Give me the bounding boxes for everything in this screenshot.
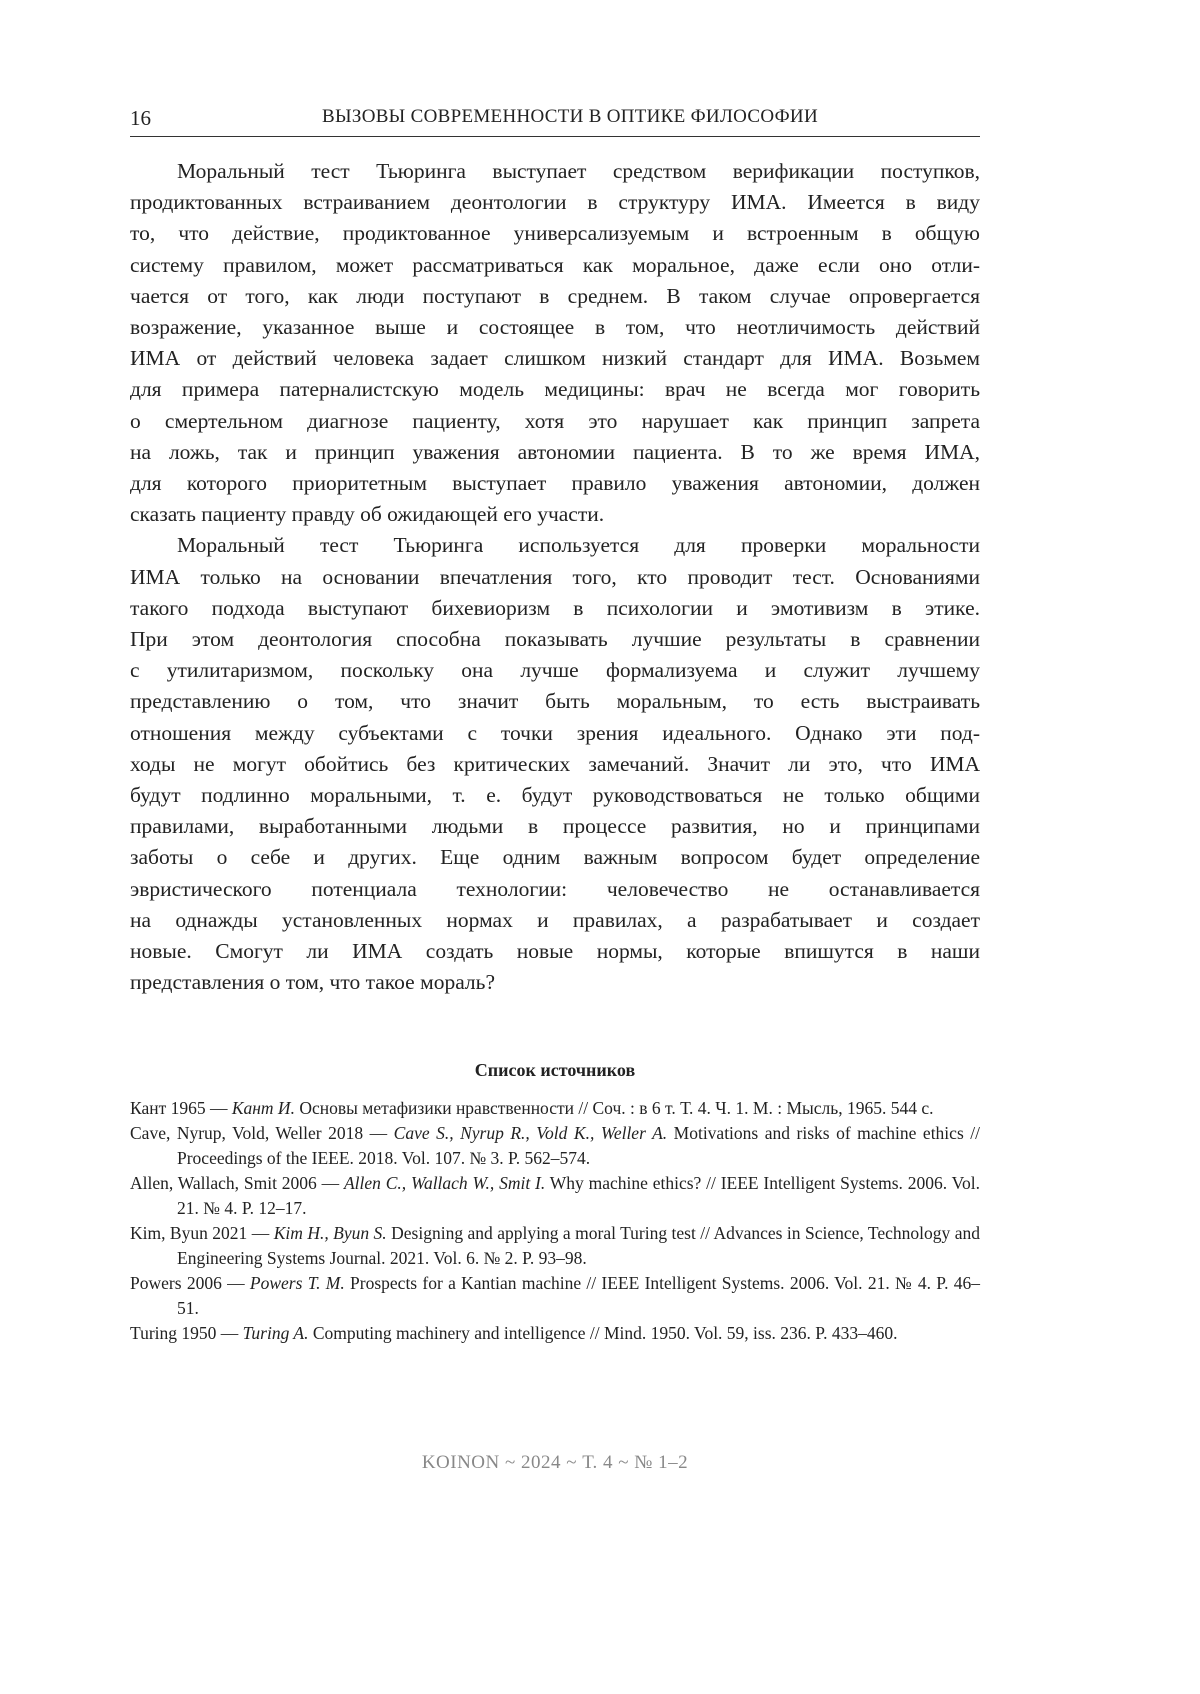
reference-item [130,1121,980,1171]
reference-key: Кант 1965 — [130,1098,232,1118]
reference-key: Turing 1950 — [130,1323,243,1343]
text-line: на однажды установленных нормах и правилах, а разрабатывает и создает [130,905,980,936]
reference-authors: Кант И. [232,1098,295,1118]
text-line: такого подхода выступают бихевиоризм в психологии и эмотивизм в этике. [130,593,980,624]
running-title: ВЫЗОВЫ СОВРЕМЕННОСТИ В ОПТИКЕ ФИЛОСОФИИ [130,106,980,128]
reference-authors: Turing A. [243,1323,309,1343]
reference-item [130,1271,980,1321]
text-line: то, что действие, продиктованное универсализуемым и встроенным в общую [130,218,980,249]
body-text [130,156,980,998]
text-line: новые. Смогут ли ИМА создать новые нормы, которые впишутся в наши [130,936,980,967]
text-line: чается от того, как люди поступают в среднем. В таком случае опровергается [130,281,980,312]
reference-details: Motivations and risks of machine ethics // Proceedings of the IEEE. 2018. Vol. 107. № 3. P. 562–574. [177,1123,980,1168]
text-line: При этом деонтология способна показывать лучшие результаты в сравнении [130,624,980,655]
paragraph [130,530,980,998]
reference-authors: Powers T. M. [250,1273,345,1293]
text-line: продиктованных встраиванием деонтологии в структуру ИМА. Имеется в виду [130,187,980,218]
text-line: представления о том, что такое мораль? [130,967,980,998]
text-line: Моральный тест Тьюринга выступает средством верификации поступков, [130,156,980,187]
text-line: будут подлинно моральными, т. е. будут руководствоваться не только общими [130,780,980,811]
reference-key: Allen, Wallach, Smit 2006 — [130,1173,344,1193]
paragraph [130,156,980,530]
reference-details: Computing machinery and intelligence // Mind. 1950. Vol. 59, iss. 236. P. 433–460. [308,1323,897,1343]
reference-details: Prospects for a Kantian machine // IEEE Intelligent Systems. 2006. Vol. 21. № 4. P. 46–51. [177,1273,980,1318]
text-line: о смертельном диагнозе пациенту, хотя это нарушает как принцип запрета [130,406,980,437]
text-line: Моральный тест Тьюринга используется для проверки моральности [130,530,980,561]
reference-key: Cave, Nyrup, Vold, Weller 2018 — [130,1123,394,1143]
text-line: ходы не могут обойтись без критических замечаний. Значит ли это, что ИМА [130,749,980,780]
text-line: ИМА от действий человека задает слишком низкий стандарт для ИМА. Возьмем [130,343,980,374]
references-list [130,1096,980,1346]
reference-item [130,1321,980,1346]
reference-authors: Kim H., Byun S. [274,1223,387,1243]
text-line: возражение, указанное выше и состоящее в том, что неотличимость действий [130,312,980,343]
text-line: систему правилом, может рассматриваться как моральное, даже если оно отли- [130,250,980,281]
reference-authors: Allen C., Wallach W., Smit I. [344,1173,545,1193]
reference-key: Powers 2006 — [130,1273,250,1293]
reference-details: Designing and applying a moral Turing test // Advances in Science, Technology and Engineering Systems Journal. 2021. Vol. 6. № 2. P. 93–98. [177,1223,980,1268]
text-line: для примера патерналистскую модель медицины: врач не всегда мог говорить [130,374,980,405]
page-number: 16 [130,106,151,131]
text-line: ИМА только на основании впечатления того, кто проводит тест. Основаниями [130,562,980,593]
running-header [130,104,980,137]
reference-item [130,1096,980,1121]
reference-details: Основы метафизики нравственности // Соч. : в 6 т. Т. 4. Ч. 1. М. : Мысль, 1965. 544 с. [295,1098,934,1118]
text-line: с утилитаризмом, поскольку она лучше формализуема и служит лучшему [130,655,980,686]
text-line: представлению о том, что значит быть моральным, то есть выстраивать [130,686,980,717]
text-line: для которого приоритетным выступает правило уважения автономии, должен [130,468,980,499]
text-line: эвристического потенциала технологии: человечество не останавливается [130,874,980,905]
text-line: сказать пациенту правду об ожидающей его участи. [130,499,980,530]
reference-authors: Cave S., Nyrup R., Vold K., Weller A. [394,1123,668,1143]
reference-item [130,1171,980,1221]
journal-footer: KOINON ~ 2024 ~ Т. 4 ~ № 1–2 [0,1452,1110,1474]
text-line: заботы о себе и других. Еще одним важным вопросом будет определение [130,842,980,873]
text-line: на ложь, так и принцип уважения автономии пациента. В то же время ИМА, [130,437,980,468]
reference-details: Why machine ethics? // IEEE Intelligent Systems. 2006. Vol. 21. № 4. P. 12–17. [177,1173,980,1218]
reference-item [130,1221,980,1271]
reference-key: Kim, Byun 2021 — [130,1223,274,1243]
text-line: отношения между субъектами с точки зрения идеального. Однако эти под- [130,718,980,749]
text-line: правилами, выработанными людьми в процессе развития, но и принципами [130,811,980,842]
references-title: Список источников [130,1060,980,1081]
